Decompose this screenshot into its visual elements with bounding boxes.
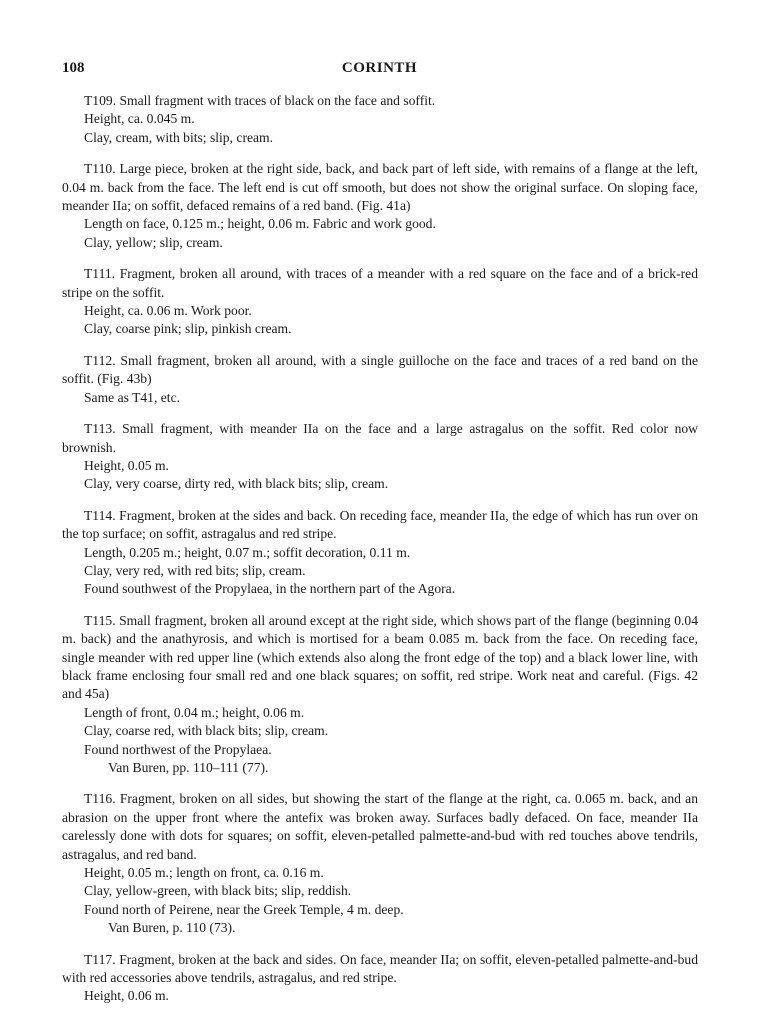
entry-t117	[62, 951, 698, 1006]
entry-t111	[62, 265, 698, 339]
entry-detail: Clay, coarse red, with black bits; slip, cream.	[84, 723, 329, 739]
running-title: CORINTH	[341, 60, 418, 76]
entry-detail: Clay, cream, with bits; slip, cream.	[84, 129, 274, 145]
entry-detail: Length of front, 0.04 m.; height, 0.06 m.	[84, 704, 305, 720]
entry-detail: Length, 0.205 m.; height, 0.07 m.; soffit decoration, 0.11 m.	[84, 544, 411, 560]
entry-t110	[62, 160, 698, 252]
entry-detail: Height, 0.06 m.	[84, 988, 169, 1004]
entry-detail: Found southwest of the Propylaea, in the northern part of the Agora.	[84, 581, 456, 597]
entry-detail: Clay, yellow; slip, cream.	[84, 234, 223, 250]
entry-detail: Found north of Peirene, near the Greek Temple, 4 m. deep.	[84, 901, 404, 917]
entry-detail: Height, 0.05 m.	[84, 457, 169, 473]
entry-description: T112. Small fragment, broken all around, with a single guilloche on the face and traces of a red band on the soffit. (Fig. 43b)	[62, 352, 698, 387]
entry-t112	[62, 352, 698, 407]
entry-detail: Height, ca. 0.06 m. Work poor.	[84, 303, 252, 319]
entry-detail: Found northwest of the Propylaea.	[84, 741, 272, 757]
entry-reference: Van Buren, p. 110 (73).	[108, 920, 236, 936]
entry-t115	[62, 612, 698, 778]
entry-detail: Length on face, 0.125 m.; height, 0.06 m. Fabric and work good.	[84, 216, 436, 232]
catalog-entries	[62, 92, 698, 1019]
entry-description: T113. Small fragment, with meander IIa on the face and a large astragalus on the soffit. Red color now brownish.	[62, 421, 698, 455]
entry-detail: Same as T41, etc.	[84, 389, 181, 405]
entry-description: T116. Fragment, broken on all sides, but showing the start of the flange at the right, ca. 0.065 m. back, and an abrasion on the upper front where the antefix was broken away. Surfaces badly defaced. On face, meander IIa carelessly done with dots for squares; on soffit, eleven-petalled palmette-and-bud with red touches above tendrils, astragalus, and red band.	[62, 791, 698, 862]
entry-description: T111. Fragment, broken all around, with traces of a meander with a red square on the face and of a brick-red stripe on the soffit.	[62, 266, 698, 300]
entry-detail: Clay, yellow-green, with black bits; slip, reddish.	[84, 883, 352, 899]
entry-description: T110. Large piece, broken at the right side, back, and back part of left side, with remains of a flange at the left, 0.04 m. back from the face. The left end is cut off smooth, but does not show the original surface. On sloping face, meander IIa; on soffit, defaced remains of a red band. (Fig. 41a)	[62, 161, 698, 214]
entry-description: T114. Fragment, broken at the sides and back. On receding face, meander IIa, the edge of which has run over on the top surface; on soffit, astragalus and red stripe.	[62, 507, 698, 542]
entry-detail: Clay, very red, with red bits; slip, cream.	[84, 562, 306, 578]
entry-t114	[62, 507, 698, 599]
entry-t113	[62, 420, 698, 494]
entry-reference: Van Buren, pp. 110–111 (77).	[108, 760, 269, 775]
page-header	[0, 60, 759, 80]
entry-description: T115. Small fragment, broken all around except at the right side, which shows part of the flange (beginning 0.04 m. back) and the anathyrosis, and which is mortised for a beam 0.085 m. back from the face. On receding face, single meander with red upper line (which extends also along the front edge of the top) and a black lower line, with black frame enclosing four small red and one black squares; on soffit, red stripe. Work neat and careful. (Figs. 42 and 45a)	[62, 612, 698, 702]
page-number: 108	[62, 60, 85, 76]
entry-detail: Clay, very coarse, dirty red, with black bits; slip, cream.	[84, 476, 389, 492]
entry-description: T117. Fragment, broken at the back and sides. On face, meander IIa; on soffit, eleven-petalled palmette-and-bud with red accessories above tendrils, astragalus, and red stripe.	[62, 951, 698, 986]
entry-detail: Height, 0.05 m.; length on front, ca. 0.16 m.	[84, 865, 324, 881]
entry-t109	[62, 92, 698, 147]
entry-detail: Height, ca. 0.045 m.	[84, 111, 195, 127]
entry-detail: Clay, coarse pink; slip, pinkish cream.	[84, 321, 292, 337]
entry-description: T109. Small fragment with traces of black on the face and soffit.	[84, 93, 436, 108]
entry-t116	[62, 790, 698, 937]
